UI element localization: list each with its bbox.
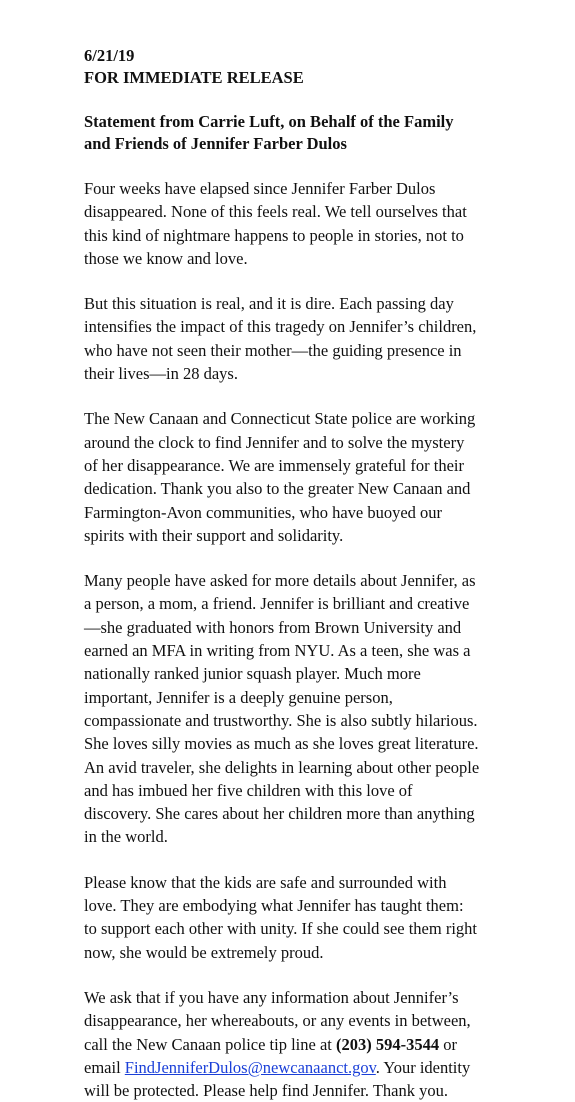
text-line: will be protected. Please help find Jennifer. Thank you.	[84, 1081, 448, 1101]
text-line: nationally ranked junior squash player. Much more	[84, 664, 421, 684]
text-line: their lives—in 28 days.	[84, 364, 238, 384]
text-line: compassionate and trustworthy. She is also subtly hilarious.	[84, 710, 478, 730]
release-label: FOR IMMEDIATE RELEASE	[84, 68, 304, 87]
text-line	[84, 1033, 562, 1056]
email-link[interactable]: FindJenniferDulos@newcanaanct.gov	[124, 1057, 376, 1077]
text-fragment: call the New Canaan police tip line at	[84, 1034, 336, 1054]
text-line: intensifies the impact of this tragedy on Jennifer’s children,	[84, 317, 477, 337]
text-line: this kind of nightmare happens to people in stories, not to	[84, 225, 464, 245]
text-line: around the clock to find Jennifer and to solve the mystery	[84, 432, 465, 452]
tip-line-phone[interactable]: (203) 594-3544	[336, 1034, 440, 1054]
text-line: earned an MFA in writing from NYU. As a teen, she was a	[84, 641, 471, 661]
text-line: Please know that the kids are safe and surrounded with	[84, 872, 447, 892]
paragraph-situation	[84, 292, 562, 385]
text-line: Farmington-Avon communities, who have buoyed our	[84, 502, 443, 522]
text-fragment: . Your identity	[375, 1057, 471, 1077]
text-line: dedication. Thank you also to the greater New Canaan and	[84, 479, 471, 499]
text-line: An avid traveler, she delights in learning about other people	[84, 757, 480, 777]
statement-title	[84, 111, 562, 155]
text-line: important, Jennifer is a deeply genuine person,	[84, 687, 393, 707]
press-release-page	[84, 45, 562, 1102]
text-line: who have not seen their mother—the guiding presence in	[84, 340, 462, 360]
text-line: Four weeks have elapsed since Jennifer Farber Dulos	[84, 179, 436, 198]
text-line	[84, 1056, 562, 1079]
statement-title-line: Statement from Carrie Luft, on Behalf of the Family	[84, 112, 454, 131]
text-line: of her disappearance. We are immensely grateful for their	[84, 455, 464, 475]
text-line: disappearance, her whereabouts, or any events in between,	[84, 1011, 471, 1031]
text-line: But this situation is real, and it is dire. Each passing day	[84, 294, 454, 314]
text-fragment: or	[439, 1034, 457, 1054]
text-line: in the world.	[84, 827, 168, 847]
paragraph-elapsed	[84, 177, 562, 270]
text-line: discovery. She cares about her children more than anything	[84, 804, 475, 824]
text-line: and has imbued her five children with this love of	[84, 780, 413, 800]
paragraph-about-jennifer	[84, 569, 562, 849]
text-line: The New Canaan and Connecticut State police are working	[84, 409, 476, 429]
paragraph-contact	[84, 986, 562, 1102]
text-line: to support each other with unity. If she could see them right	[84, 919, 478, 939]
text-line: —she graduated with honors from Brown University and	[84, 617, 462, 637]
text-line: She loves silly movies as much as she loves great literature.	[84, 734, 479, 754]
text-line: We ask that if you have any information about Jennifer’s	[84, 987, 459, 1007]
text-line: Many people have asked for more details about Jennifer, as	[84, 571, 476, 591]
text-line: now, she would be extremely proud.	[84, 942, 324, 962]
text-line: disappeared. None of this feels real. We tell ourselves that	[84, 202, 467, 222]
text-line: spirits with their support and solidarity.	[84, 525, 344, 545]
release-date: 6/21/19	[84, 46, 135, 65]
text-fragment: email	[84, 1057, 125, 1077]
text-line: a person, a mom, a friend. Jennifer is brilliant and creative	[84, 594, 470, 614]
paragraph-police	[84, 407, 562, 547]
text-line: those we know and love.	[84, 248, 248, 268]
paragraph-kids	[84, 871, 562, 964]
statement-title-line: and Friends of Jennifer Farber Dulos	[84, 134, 347, 153]
text-line: love. They are embodying what Jennifer has taught them:	[84, 896, 464, 916]
